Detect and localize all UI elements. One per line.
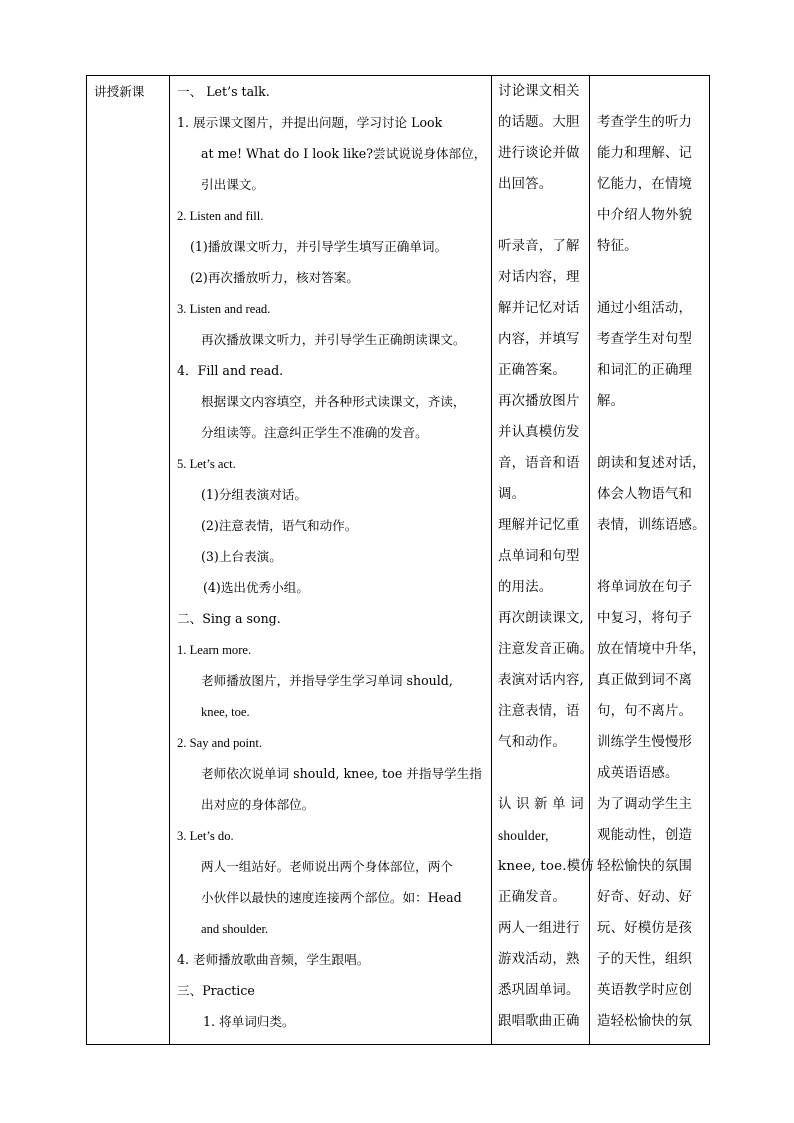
purpose-line: 朗读和复述对话， bbox=[597, 456, 706, 471]
student-activity-line: 音，语音和语 bbox=[498, 456, 580, 471]
procedure-line: (2)注意表情，语气和动作。 bbox=[201, 518, 358, 533]
student-activity-line: 调。 bbox=[498, 487, 526, 502]
procedure-cell bbox=[170, 76, 492, 1045]
student-activity-line: 进行谈论并做 bbox=[498, 146, 580, 161]
procedure-line: 一、 Let’s talk. bbox=[177, 84, 270, 99]
procedure-line: (1)播放课文听力，并引导学生填写正确单词。 bbox=[190, 239, 448, 254]
student-activity-line: 表演对话内容, bbox=[498, 673, 584, 688]
purpose-line: 中介绍人物外貌 bbox=[597, 208, 693, 223]
purpose-line: 能力和理解、记 bbox=[597, 146, 693, 161]
student-activity-line: 的用法。 bbox=[498, 580, 553, 595]
procedure-line: (4)选出优秀小组。 bbox=[203, 580, 309, 595]
student-activity-line: 正确发音。 bbox=[498, 890, 566, 905]
student-activity-line: 注意表情，语 bbox=[498, 704, 580, 719]
purpose-line: 忆能力，在情境 bbox=[597, 177, 693, 192]
purpose-line: 轻松愉快的氛围 bbox=[597, 859, 693, 874]
purpose-line: 造轻松愉快的氛 bbox=[597, 1014, 693, 1029]
procedure-line: 4．Fill and read. bbox=[177, 363, 284, 378]
student-activity-line: 注意发音正确。 bbox=[498, 642, 594, 657]
student-activity-line: 听录音，了解 bbox=[498, 239, 580, 254]
procedure-line: 引出课文。 bbox=[201, 177, 264, 192]
purpose-line: 玩、好模仿是孩 bbox=[597, 921, 693, 936]
purpose-cell bbox=[590, 76, 710, 1045]
purpose-line: 真正做到词不离 bbox=[597, 673, 693, 688]
student-activity-line: 正确答案。 bbox=[498, 363, 566, 378]
procedure-line: and shoulder. bbox=[201, 922, 269, 936]
student-activity-line: 再次朗读课文, bbox=[498, 611, 584, 626]
lesson-plan-table bbox=[86, 75, 710, 1045]
procedure-line: (3)上台表演。 bbox=[201, 549, 282, 564]
purpose-line: 成英语语感。 bbox=[597, 766, 679, 781]
student-activity-line: 再次播放图片 bbox=[498, 394, 580, 409]
purpose-line: 表情，训练语感。 bbox=[597, 518, 706, 533]
purpose-line: 将单词放在句子 bbox=[597, 580, 693, 595]
student-activity-line: 讨论课文相关 bbox=[498, 84, 580, 99]
purpose-line: 英语教学时应创 bbox=[597, 983, 693, 998]
procedure-line: 5. Let’s act. bbox=[177, 457, 236, 471]
student-activity-line: 气和动作。 bbox=[498, 735, 566, 750]
procedure-line: 4. 老师播放歌曲音频，学生跟唱。 bbox=[177, 952, 370, 967]
purpose-line: 好奇、好动、好 bbox=[597, 890, 693, 905]
student-activity-line: 点单词和句型 bbox=[498, 549, 580, 564]
student-activity-line: 两人一组进行 bbox=[498, 921, 580, 936]
procedure-line: 老师依次说单词 should, knee, toe 并指导学生指 bbox=[201, 766, 482, 781]
purpose-lines bbox=[590, 76, 709, 1044]
student-activity-line: 的话题。大胆 bbox=[498, 115, 580, 130]
procedure-line: 二、Sing a song. bbox=[177, 611, 281, 626]
student-activity-line: 并认真模仿发 bbox=[498, 425, 580, 440]
table-row bbox=[87, 76, 710, 1045]
procedure-line: 1. 将单词归类。 bbox=[203, 1014, 295, 1029]
procedure-line: (1)分组表演对话。 bbox=[201, 487, 307, 502]
student-activity-line: 认 识 新 单 词 bbox=[498, 797, 584, 812]
procedure-line: 3. Let’s do. bbox=[177, 829, 234, 843]
purpose-line: 训练学生慢慢形 bbox=[597, 735, 693, 750]
procedure-line: 1. 展示课文图片，并提出问题，学习讨论 Look bbox=[177, 115, 443, 130]
student-activity-line: 跟唱歌曲正确 bbox=[498, 1014, 580, 1029]
procedure-line: 出对应的身体部位。 bbox=[201, 797, 315, 812]
procedure-line: 两人一组站好。老师说出两个身体部位，两个 bbox=[201, 859, 453, 874]
purpose-line: 和词汇的正确理 bbox=[597, 363, 693, 378]
purpose-line: 考查学生对句型 bbox=[597, 332, 693, 347]
procedure-line: at me! What do I look like?尝试说说身体部位， bbox=[201, 146, 487, 161]
procedure-line: 2. Listen and fill. bbox=[177, 209, 264, 223]
purpose-line: 解。 bbox=[597, 394, 625, 409]
student-activity-cell bbox=[492, 76, 594, 1045]
student-activity-line: 悉巩固单词。 bbox=[498, 983, 580, 998]
student-activity-line: 内容，并填写 bbox=[498, 332, 580, 347]
procedure-line: 小伙伴以最快的速度连接两个部位。如：Head bbox=[201, 890, 462, 905]
purpose-line: 放在情境中升华， bbox=[597, 642, 706, 657]
procedure-line: 老师播放图片，并指导学生学习单词 should, bbox=[201, 673, 453, 688]
purpose-line: 特征。 bbox=[597, 239, 638, 254]
student-activity-line: 游戏活动，熟 bbox=[498, 952, 580, 967]
procedure-lines bbox=[170, 76, 491, 1044]
purpose-line: 句，句不离片。 bbox=[597, 704, 693, 719]
section-cell bbox=[87, 76, 170, 1045]
purpose-line: 考查学生的听力 bbox=[597, 115, 693, 130]
section-label: 讲授新课 bbox=[94, 84, 145, 99]
procedure-line: 再次播放课文听力，并引导学生正确朗读课文。 bbox=[201, 332, 466, 347]
procedure-line: 1. Learn more. bbox=[177, 643, 252, 657]
purpose-line: 中复习，将句子 bbox=[597, 611, 693, 626]
procedure-line: 3. Listen and read. bbox=[177, 302, 271, 316]
procedure-line: (2)再次播放听力，核对答案。 bbox=[190, 270, 359, 285]
student-activity-line: knee, toe.模仿 bbox=[498, 859, 594, 874]
purpose-line: 体会人物语气和 bbox=[597, 487, 693, 502]
purpose-line: 通过小组活动， bbox=[597, 301, 693, 316]
student-activity-lines bbox=[492, 76, 594, 1044]
student-activity-line: shoulder, bbox=[498, 828, 549, 843]
student-activity-line: 解并记忆对话 bbox=[498, 301, 580, 316]
procedure-line: 三、Practice bbox=[177, 983, 255, 998]
purpose-line: 观能动性，创造 bbox=[597, 828, 693, 843]
student-activity-line: 理解并记忆重 bbox=[498, 518, 580, 533]
procedure-line: knee, toe. bbox=[201, 705, 250, 719]
student-activity-line: 出回答。 bbox=[498, 177, 553, 192]
student-activity-line: 对话内容，理 bbox=[498, 270, 580, 285]
purpose-line: 为了调动学生主 bbox=[597, 797, 693, 812]
procedure-line: 根据课文内容填空，并各种形式读课文，齐读， bbox=[201, 394, 466, 409]
procedure-line: 2. Say and point. bbox=[177, 736, 263, 750]
purpose-line: 子的天性，组织 bbox=[597, 952, 693, 967]
procedure-line: 分组读等。注意纠正学生不准确的发音。 bbox=[201, 425, 428, 440]
